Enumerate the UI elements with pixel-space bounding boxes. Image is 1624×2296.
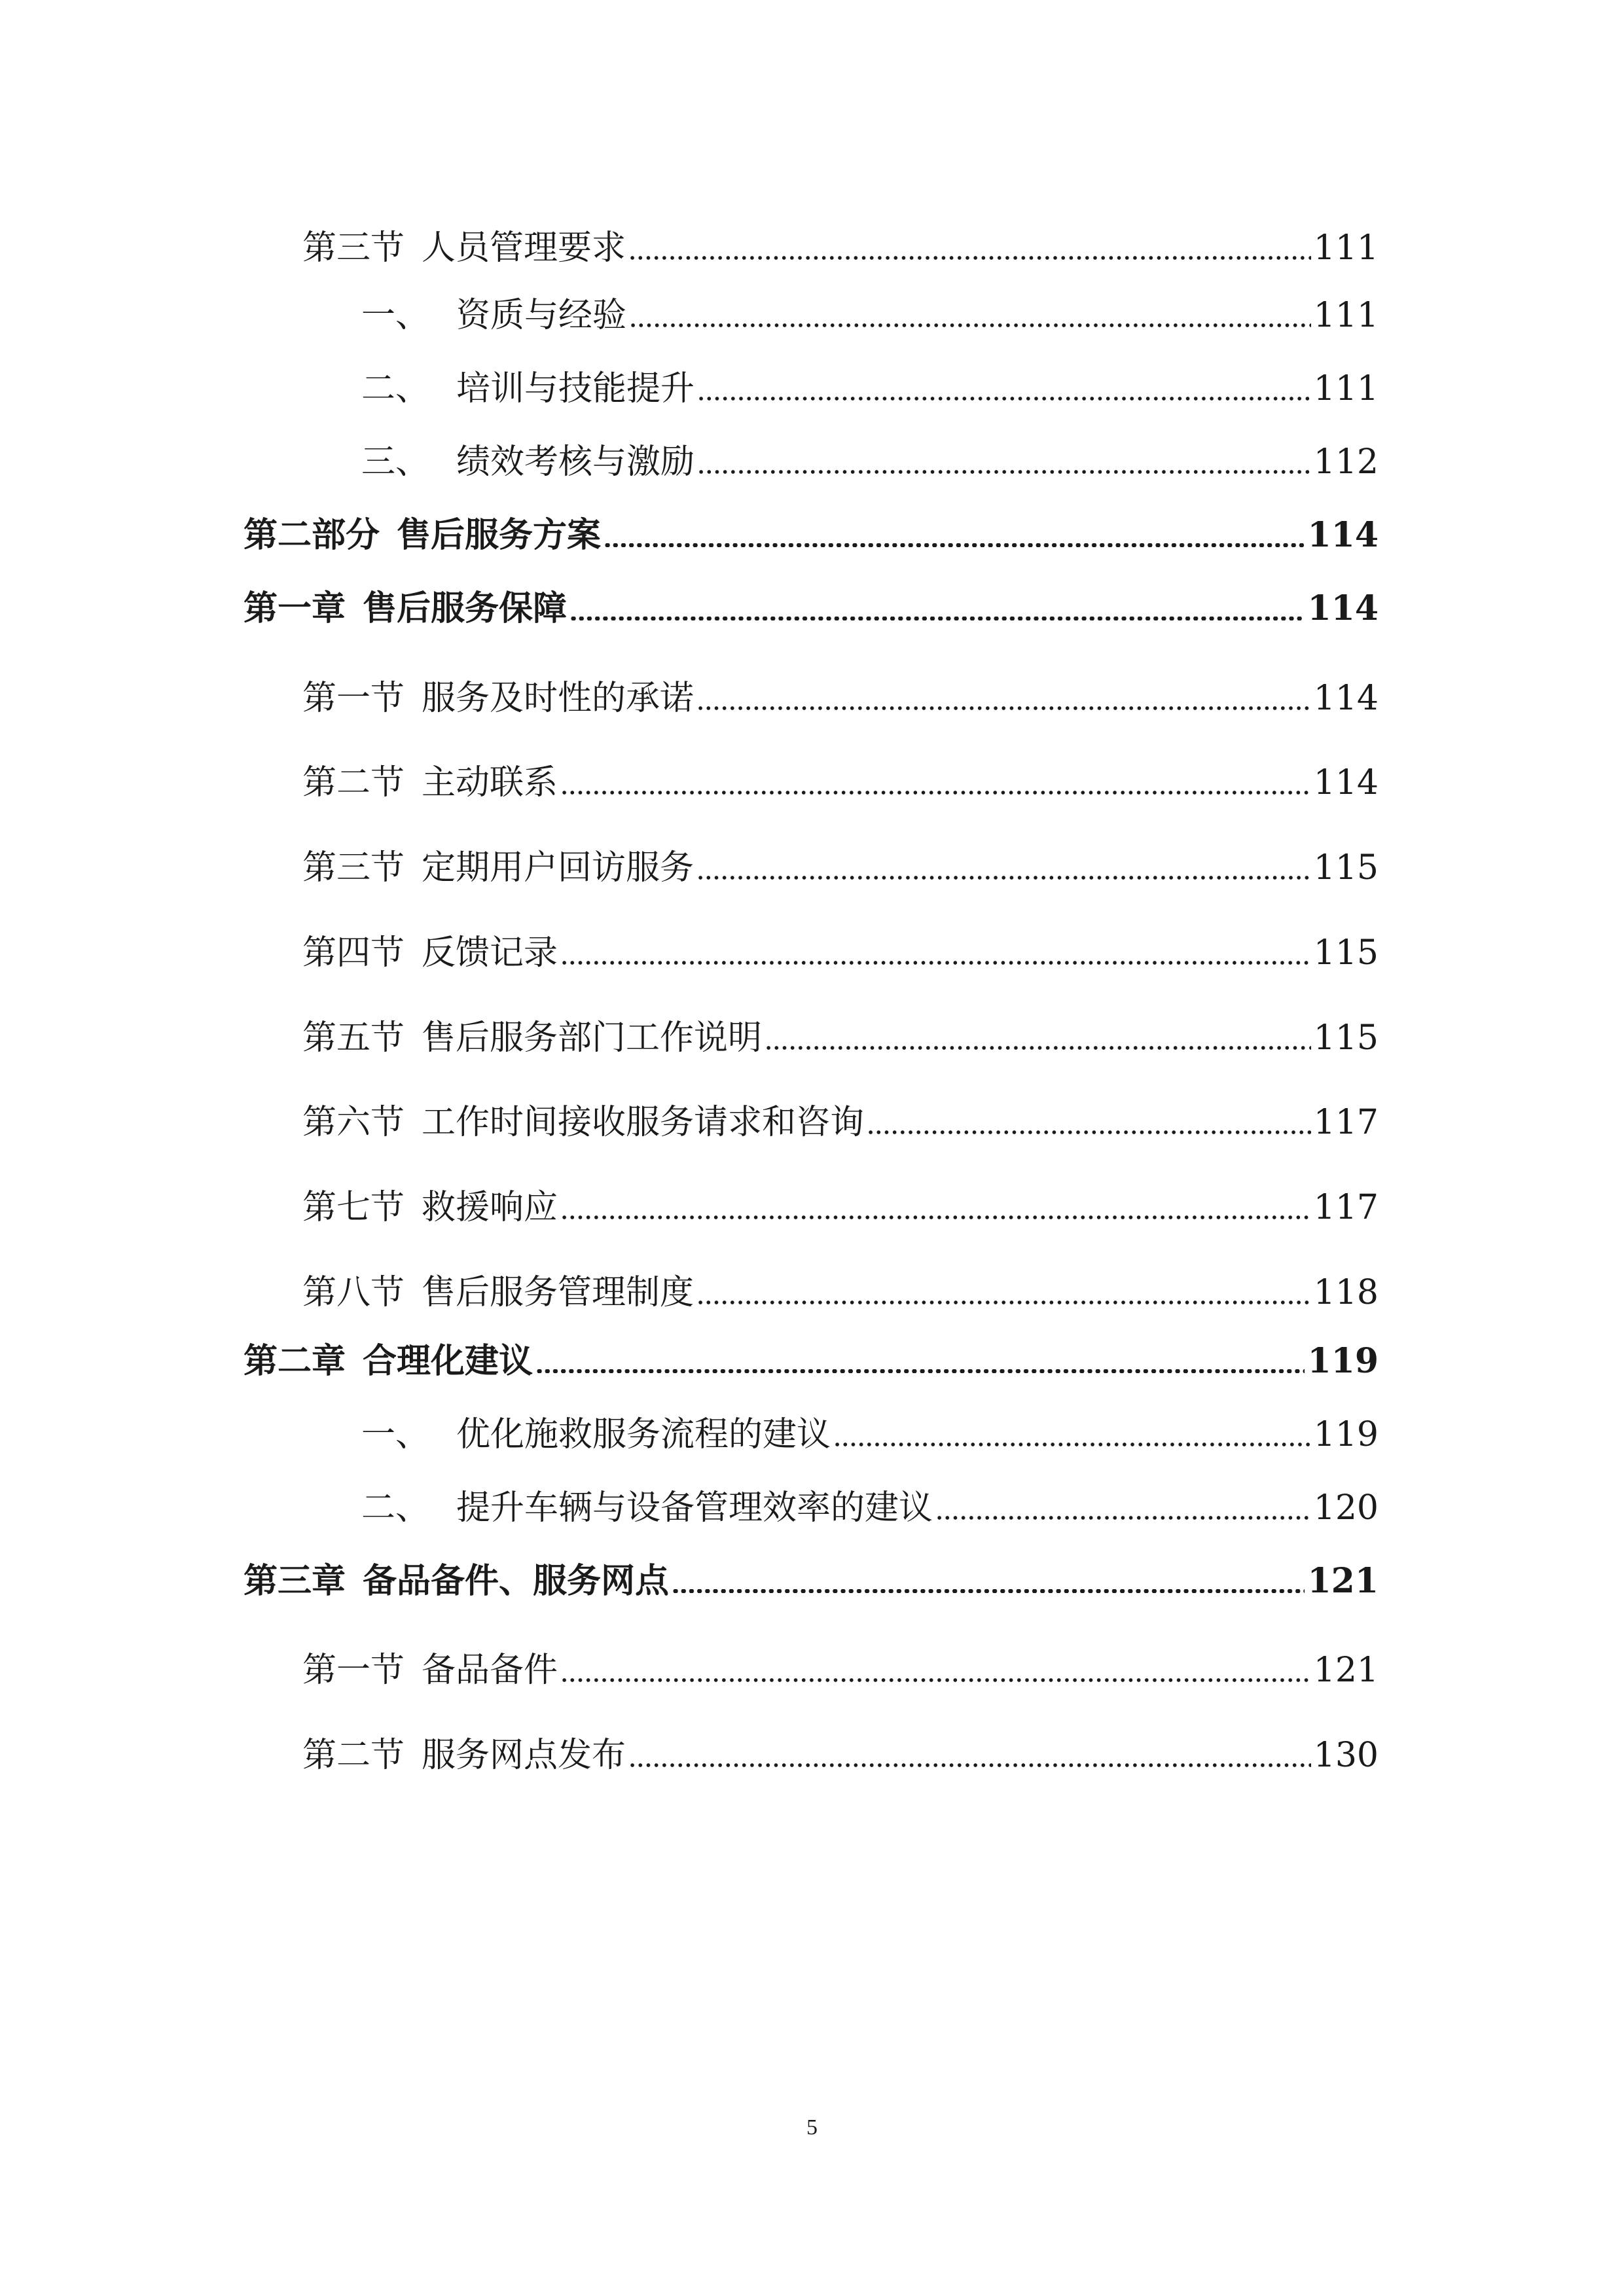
toc-prefix: 第二节: [302, 763, 405, 802]
toc-page-number: 111: [1313, 369, 1379, 408]
toc-entry[interactable]: [302, 833, 1379, 888]
dot-leader: [560, 791, 1311, 795]
toc-page-number: 117: [1313, 1103, 1379, 1142]
toc-entry[interactable]: [361, 1399, 1379, 1452]
toc-entry-chapter[interactable]: [244, 1326, 1379, 1381]
toc-entry[interactable]: [302, 747, 1379, 800]
toc-entry[interactable]: [302, 1720, 1379, 1775]
toc-title: 培训与技能提升: [456, 369, 695, 408]
toc-page-number: 118: [1313, 1273, 1379, 1312]
toc-title: 工作时间接收服务请求和咨询: [422, 1103, 865, 1142]
toc-page-number: 114: [1313, 679, 1379, 718]
toc-entry[interactable]: [361, 353, 1379, 406]
dot-leader: [672, 1589, 1305, 1593]
toc-page-number: 115: [1313, 933, 1379, 973]
toc-page-number: 130: [1313, 1736, 1379, 1775]
toc-prefix: 第三节: [302, 848, 405, 888]
toc-page-number: 111: [1313, 296, 1379, 335]
toc-title: 售后服务保障: [363, 588, 568, 628]
toc-title: 人员管理要求: [422, 228, 626, 268]
dot-leader: [867, 1130, 1311, 1134]
toc-page-number: 111: [1313, 228, 1379, 268]
toc-prefix: 第三节: [302, 228, 405, 268]
toc-prefix: 二、: [361, 369, 430, 408]
toc-title: 绩效考核与激励: [456, 442, 695, 482]
toc-entry[interactable]: [361, 1473, 1379, 1528]
toc-prefix: 一、: [361, 1415, 430, 1454]
toc-prefix: 第七节: [302, 1188, 405, 1227]
dot-leader: [560, 1678, 1311, 1682]
toc-page-number: 119: [1313, 1415, 1379, 1454]
dot-leader: [765, 1046, 1311, 1050]
toc-title: 售后服务方案: [397, 515, 602, 555]
toc-title: 备品备件: [422, 1651, 558, 1690]
toc-prefix: 第二部分: [244, 515, 380, 555]
toc-page-number: 120: [1313, 1488, 1379, 1528]
toc-title: 救援响应: [422, 1188, 558, 1227]
toc-entry[interactable]: [302, 663, 1379, 718]
toc-title: 服务网点发布: [422, 1736, 626, 1775]
dot-leader: [696, 876, 1311, 880]
toc-prefix: 第六节: [302, 1103, 405, 1142]
dot-leader: [628, 1763, 1311, 1767]
toc-page-number: 114: [1313, 763, 1379, 802]
toc-prefix: 二、: [361, 1488, 430, 1528]
toc-page-number: 115: [1313, 848, 1379, 888]
toc-title: 提升车辆与设备管理效率的建议: [456, 1488, 933, 1528]
toc-prefix: 第八节: [302, 1273, 405, 1312]
toc-entry-chapter[interactable]: [244, 1546, 1379, 1601]
toc-title: 优化施救服务流程的建议: [456, 1415, 831, 1454]
dot-leader: [833, 1443, 1311, 1446]
dot-leader: [560, 1215, 1311, 1219]
toc-entry-part[interactable]: [244, 500, 1379, 555]
dot-leader: [696, 706, 1311, 710]
dot-leader: [560, 961, 1311, 965]
toc-prefix: 第四节: [302, 933, 405, 973]
toc-page-number: 112: [1313, 442, 1379, 482]
dot-leader: [628, 256, 1311, 260]
dot-leader: [535, 1369, 1305, 1373]
toc-title: 售后服务管理制度: [422, 1273, 695, 1312]
page-number: 5: [806, 2115, 818, 2140]
toc-prefix: 一、: [361, 296, 430, 335]
toc-page-number: 114: [1307, 515, 1379, 555]
dot-leader: [697, 397, 1311, 401]
toc-page-number: 119: [1307, 1341, 1379, 1381]
toc-prefix: 第一节: [302, 1651, 405, 1690]
toc-title: 反馈记录: [422, 933, 558, 973]
toc-entry[interactable]: [361, 427, 1379, 482]
toc-entry[interactable]: [302, 918, 1379, 973]
toc-entry[interactable]: [302, 1087, 1379, 1142]
toc-entry[interactable]: [361, 280, 1379, 335]
toc-title: 备品备件、服务网点: [363, 1561, 670, 1601]
dot-leader: [604, 543, 1305, 547]
toc-title: 定期用户回访服务: [422, 848, 695, 888]
toc-title: 合理化建议: [363, 1341, 533, 1381]
toc-prefix: 第二章: [244, 1341, 346, 1381]
dot-leader: [569, 617, 1305, 620]
dot-leader: [629, 323, 1311, 327]
toc-entry-chapter[interactable]: [244, 573, 1379, 626]
toc-entry[interactable]: [302, 1257, 1379, 1310]
toc-entry[interactable]: [302, 213, 1379, 268]
toc-page-number: 114: [1307, 588, 1379, 628]
toc-prefix: 第五节: [302, 1018, 405, 1058]
toc-prefix: 第三章: [244, 1561, 346, 1601]
toc-title: 服务及时性的承诺: [422, 679, 695, 718]
dot-leader: [696, 1300, 1311, 1304]
toc-prefix: 三、: [361, 442, 430, 482]
toc-page-number: 115: [1313, 1018, 1379, 1058]
toc-page-number: 121: [1313, 1651, 1379, 1690]
dot-leader: [935, 1516, 1311, 1520]
dot-leader: [697, 470, 1311, 474]
toc-entry[interactable]: [302, 1172, 1379, 1225]
toc-page-number: 117: [1313, 1188, 1379, 1227]
toc-entry[interactable]: [302, 1003, 1379, 1058]
toc-prefix: 第一章: [244, 588, 346, 628]
toc-page-number: 121: [1307, 1561, 1379, 1601]
toc-title: 售后服务部门工作说明: [422, 1018, 763, 1058]
toc-entry[interactable]: [302, 1635, 1379, 1690]
toc-title: 资质与经验: [456, 296, 627, 335]
toc-title: 主动联系: [422, 763, 558, 802]
toc-prefix: 第一节: [302, 679, 405, 718]
toc-prefix: 第二节: [302, 1736, 405, 1775]
